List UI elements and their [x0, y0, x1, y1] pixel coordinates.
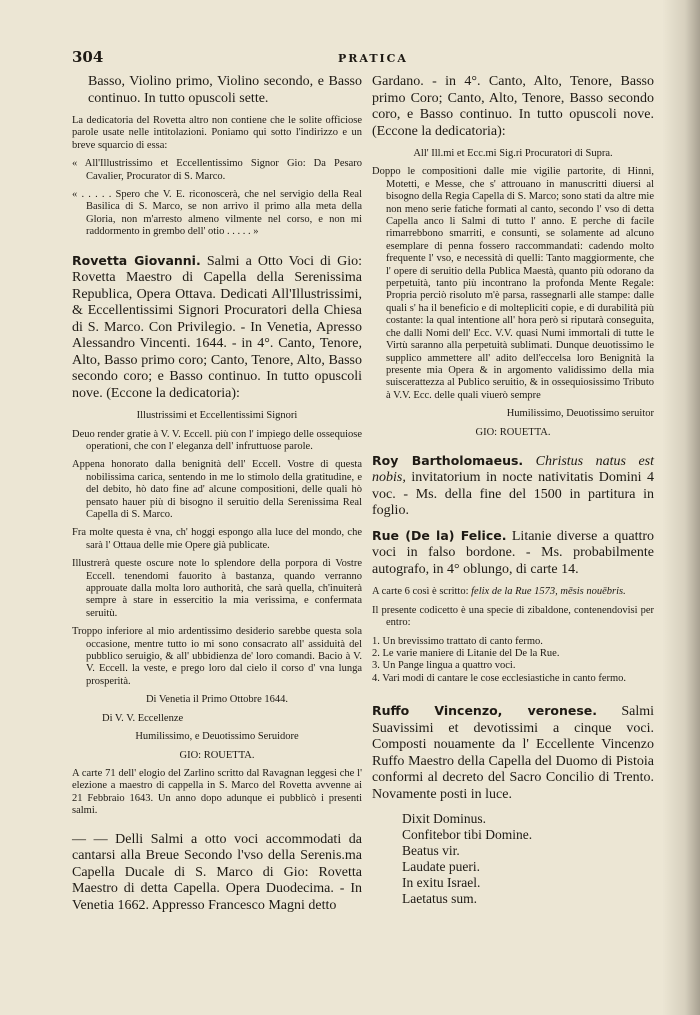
entry-rue: [372, 528, 654, 579]
entry-heading: Ruffo Vincenzo, veronese.: [372, 703, 598, 719]
dedication-address: All' Ill.mi et Ecc.mi Sig.ri Procuratori di Supra.: [413, 148, 613, 159]
note-quote: felix de la Rue 1573, mēsis nouēbris.: [471, 586, 626, 598]
note-text: A carte 6 così è scritto:: [372, 586, 469, 598]
dedication-paragraph: Doppo le compositioni dalle mie vigilie partorite, di Hinni, Motetti, e Messe, che s' attrouano in manuscritti diuersi al bisogno della Regia Capella di S. Marco; sono stati da altre mie non meno serie fatiche formati al canto, secondo l' vso di detta Capella anco li Salmi di tutto l' anno. E perche di facile rimarrebbono smarriti, e consunti, se solamente ad alcuno esemplare di penna fossero raccommandati: cadendo molto frequente l' vso, e necessità di quelli: Tanto maggiormente, che l' opere di seruitio della Publica Maestà, quanto più odorano da perpetuità, tanto più incontrano la profonda Mente Regale: Propria perciò risoluto m'è parsa, rassegnarli alle stampe: dalle quali s' ha il beneficio e di moltepliciti copie, e di durabilità più costante: la qual intentione all' hora però si riputarà conseguita, che dalli Nomi dell' Ecc. V.V. quasi Numi immortali di tutte le Virtù saranno alla perpetuità sublimati. Dunque deuotissimo le supplico ammettere all' adito dell'eccelsa loro Benignità la presente mia Opera & in argomento validissimo della mia suiscerattezza al Publico seruitio, & in ossequiosissimo Tributo à V.V. Ecc. delle quali viuerò sempre: [372, 166, 654, 401]
list-item: 1. Un brevissimo trattato di canto fermo.: [372, 635, 543, 647]
entry-heading: Roy Bartholomaeus.: [372, 452, 524, 468]
dedication-address: « All'Illustrissimo et Eccellentissimo Signor Gio: Da Pesaro Cavalier, Procurator di S. Marco.: [72, 158, 362, 182]
dedication-excellencies: Di V. V. Eccellenze: [102, 712, 184, 724]
list-item: 3. Un Pange lingua a quattro voci.: [372, 660, 516, 672]
entry-heading: Rovetta Giovanni.: [72, 252, 201, 268]
note-paragraph: Il presente codicetto è una specie di zibaldone, contenendovisi per entro:: [372, 604, 654, 629]
entry-title: Christus natus est nobis,: [372, 453, 654, 486]
incipit-item: In exitu Israel.: [402, 875, 481, 891]
incipit-item: Beatus vir.: [402, 843, 460, 859]
list-item: 2. Le varie maniere di Litanie del De la Rue.: [372, 648, 560, 660]
dedication-paragraph: Appena honorato dalla benignità dell' Eccell. Vostre di questa nobilissima carica, sentendo in me lo stimolo della gratitudine, e del debito, hò dato fine ad' alcune compositioni, delle quali hò pensato hauer più di bisogno il seruitio della Serenissima Real Capella di S. Marco.: [72, 459, 362, 520]
continuation-paragraph: Gardano. - in 4°. Canto, Alto, Tenore, Basso primo Coro; Canto, Alto, Tenore, Basso secondo coro, e Basso continuo. In tutto opuscoli nove. (Eccone la dedicatoria):: [372, 74, 654, 139]
incipit-item: Confitebor tibi Domine.: [402, 827, 533, 843]
note-paragraph: La dedicatoria del Rovetta altro non contiene che le solite officiose parole usate nelle intitolazioni. Poniamo qui sotto l'indirizzo e un breve squarcio di essa:: [72, 115, 362, 151]
binding-shadow: [662, 0, 700, 1015]
incipit-item: Laetatus sum.: [402, 891, 477, 907]
entry-body: Litanie diverse a quattro voci in falso bordone. - Ms. probabilmente autografo, in 4° oblungo, di carte 14.: [372, 528, 655, 577]
dedication-signature: GIO: ROUETTA.: [179, 749, 255, 761]
entry-body: Salmi a Otto Voci di Gio: Rovetta Maestro di Capella della Serenissima Republica, Opera Ottava. Dedicati All'Illustrissimi, & Eccellentissimi Signori Procuratori della Chiesa di S. Marco. Con Privilegio. - In Venetia, Apresso Alessandro Vincenti. 1644. - in 4°. Canto, Tenore, Alto, Basso primo coro; Canto, Tenore, Alto, Basso secondo coro; e Basso continuo. In tutto opuscoli nove. (Eccone la dedicatoria):: [72, 253, 362, 401]
dedication-signature: GIO: ROUETTA.: [475, 426, 551, 438]
entry-rovetta-2: [72, 832, 362, 915]
entry-body: Salmi Suavissimi et devotissimi a cinque voci. Composti nouamente da l' Eccellente Vincenzo Ruffo Maestro della Capella del Duomo di Pistoia conformi al decreto del Sacro Concilio di Trento. Novamente posti in luce.: [372, 704, 654, 802]
dedication-paragraph: Illustrerà queste oscure note lo splendore della porpora di Vostre Eccell. tenendomi fauorito à bastanza, quando verranno approuate dalla molta loro authorità, che sarà quella, ch'inuiterà sempre à stare in essercitio la mia verissima, e confermata seruitù.: [72, 558, 362, 619]
dedication-paragraph: Troppo inferiore al mio ardentissimo desiderio sarebbe questa sola occasione, mentre tutto io mi sono consacrato all' assiduità del pubblico seruigio, & all' ubbidienza de' loro comandi. Bacio à V. V. Eccell. la veste, e prego loro dal cielo il corso d' vna lunga prosperità.: [72, 626, 362, 687]
dedication-paragraph: Deuo render gratie à V. V. Eccell. più con l' impiego delle ossequiose operationi, che con l' eleganza dell' infruttuose parole.: [72, 428, 362, 452]
entry-rovetta-1: [72, 253, 362, 403]
incipit-item: Laudate pueri.: [402, 859, 480, 875]
entry-body: Delli Salmi a otto voci accommodati da cantarsi alla Breue Secondo l'vso della Serenis.ma Capella Ducale di S. Marco di Gio: Rovetta Maestro di detta Capella. Opera Duodecima. - In Venetia 1662. Appresso Francesco Magni detto: [72, 831, 362, 913]
note-paragraph: A carte 71 dell' elogio del Zarlino scritto dal Ravagnan leggesi che l' elezione a maestro di cappella in S. Marco del Rovetta avvenne ai 21 Febbraio 1643. Un anno dopo adunque ei pubblicò i presenti salmi.: [72, 767, 362, 817]
running-head: PRATICA: [338, 52, 408, 65]
entry-ruffo: [372, 703, 654, 803]
continuation-paragraph: Basso, Violino primo, Violino secondo, e Basso continuo. In tutto opuscoli sette.: [88, 74, 362, 106]
entry-dash: — —: [72, 831, 108, 847]
entry-roy: [372, 453, 654, 520]
dedication-date: Di Venetia il Primo Ottobre 1644.: [145, 694, 289, 706]
note-paragraph: [372, 586, 654, 598]
dedication-closing: Humilissimo, e Deuotissimo Seruidore: [135, 731, 299, 743]
incipit-list: [402, 811, 654, 907]
dedication-title: Illustrissimi et Eccellentissimi Signori: [136, 410, 298, 422]
dedication-excerpt: « . . . . . Spero che V. E. riconoscerà, che nel servigio della Real Basilica di S. Marco, se non arrivo il primo alla meta della Gloria, non m'arresto almeno vilmente nel corso, e non mi raddormento in grembo dell' otio . . . . . »: [72, 189, 362, 238]
right-column: [372, 74, 654, 907]
left-column: [72, 74, 362, 922]
dedication-closing: Humilissimo, Deuotissimo seruitor: [506, 408, 654, 420]
dedication-paragraph: Fra molte questa è vna, ch' hoggi espongo alla luce del mondo, che sarà l' Ottaua delle mie Opere già publicate.: [72, 527, 362, 551]
page-number: 304: [72, 48, 104, 66]
entry-body: invitatorium in nocte nativitatis Domini 4 voc. - Ms. della fine del 1500 in partitura in foglio.: [372, 470, 655, 519]
contents-list: [372, 636, 654, 686]
list-item: 4. Vari modi di cantare le cose ecclesiastiche in canto fermo.: [372, 672, 627, 684]
entry-heading: Rue (De la) Felice.: [372, 527, 507, 543]
incipit-item: Dixit Dominus.: [402, 811, 487, 827]
